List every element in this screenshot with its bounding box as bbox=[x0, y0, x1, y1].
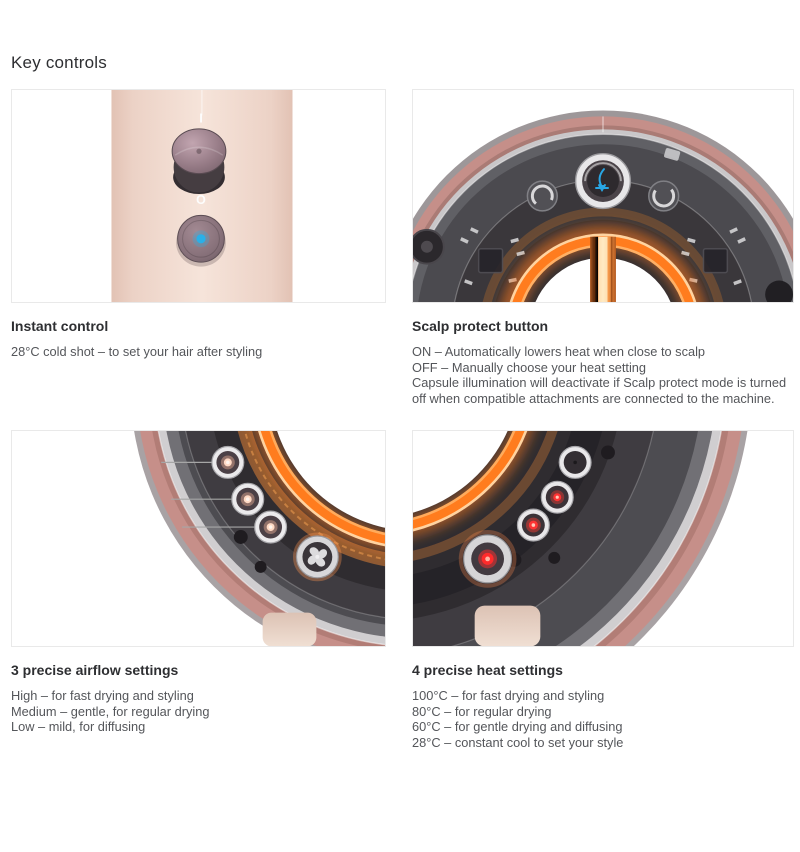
power-off-marking: O bbox=[196, 192, 206, 207]
dryer-handle-top bbox=[475, 606, 541, 646]
page-title: Key controls bbox=[11, 53, 107, 72]
key-controls-page bbox=[0, 52, 800, 750]
cold-shot-button bbox=[176, 215, 226, 266]
led-indicator bbox=[573, 461, 577, 465]
heat-control-button bbox=[461, 532, 515, 586]
scalp-protect-image bbox=[413, 90, 793, 302]
airflow-settings-image bbox=[12, 431, 385, 646]
heat-button-red-2 bbox=[517, 509, 549, 541]
sensor-mount-right bbox=[649, 181, 679, 211]
caption-line: Capsule illumination will deactivate if Scalp protect mode is turned off when compatible attachments are connected to the machine. bbox=[412, 375, 787, 406]
caption-heat-settings bbox=[412, 647, 794, 750]
caption-line: High – for fast drying and styling bbox=[11, 688, 194, 703]
heat-settings-image bbox=[413, 431, 793, 646]
figure-airflow-settings bbox=[11, 430, 386, 647]
fan-button bbox=[294, 534, 340, 580]
dryer-handle-top bbox=[263, 613, 317, 646]
caption-line: Medium – gentle, for regular drying bbox=[11, 703, 210, 719]
caption-line: 28°C cold shot – to set your hair after styling bbox=[11, 344, 263, 359]
caption-instant-control bbox=[11, 303, 386, 430]
airflow-low-button bbox=[255, 511, 287, 543]
figure-scalp-protect bbox=[412, 89, 794, 303]
caption-heading: Instant control bbox=[11, 318, 109, 334]
power-switch-knob bbox=[172, 129, 226, 194]
power-on-marking: I bbox=[199, 110, 203, 126]
caption-line: Low – mild, for diffusing bbox=[11, 719, 146, 735]
caption-line: 80°C – for regular drying bbox=[412, 703, 552, 719]
figure-instant-control bbox=[11, 89, 386, 303]
heat-button-red-1 bbox=[541, 481, 573, 513]
caption-line: 100°C – for fast drying and styling bbox=[412, 688, 605, 703]
figure-heat-settings bbox=[412, 430, 794, 647]
features-grid bbox=[11, 89, 792, 750]
caption-heading: Scalp protect button bbox=[412, 318, 549, 334]
cold-shot-led bbox=[196, 234, 205, 243]
airflow-high-button bbox=[212, 446, 244, 478]
caption-line: 28°C – constant cool to set your style bbox=[412, 734, 624, 750]
airflow-medium-button bbox=[232, 483, 264, 515]
sensor-mount-left bbox=[527, 181, 557, 211]
caption-scalp-protect bbox=[412, 303, 794, 430]
caption-line: ON – Automatically lowers heat when close to scalp bbox=[412, 344, 706, 359]
caption-line: 60°C – for gentle drying and diffusing bbox=[412, 719, 623, 735]
caption-heading: 4 precise heat settings bbox=[412, 662, 563, 678]
caption-heading: 3 precise airflow settings bbox=[11, 662, 179, 678]
caption-airflow-settings bbox=[11, 647, 386, 750]
scalp-protect-button bbox=[576, 154, 631, 209]
instant-control-image bbox=[12, 90, 385, 302]
heat-button-off bbox=[559, 446, 591, 478]
caption-line: OFF – Manually choose your heat setting bbox=[412, 359, 647, 375]
fan-icon bbox=[308, 547, 327, 566]
heater-stem bbox=[590, 237, 616, 302]
